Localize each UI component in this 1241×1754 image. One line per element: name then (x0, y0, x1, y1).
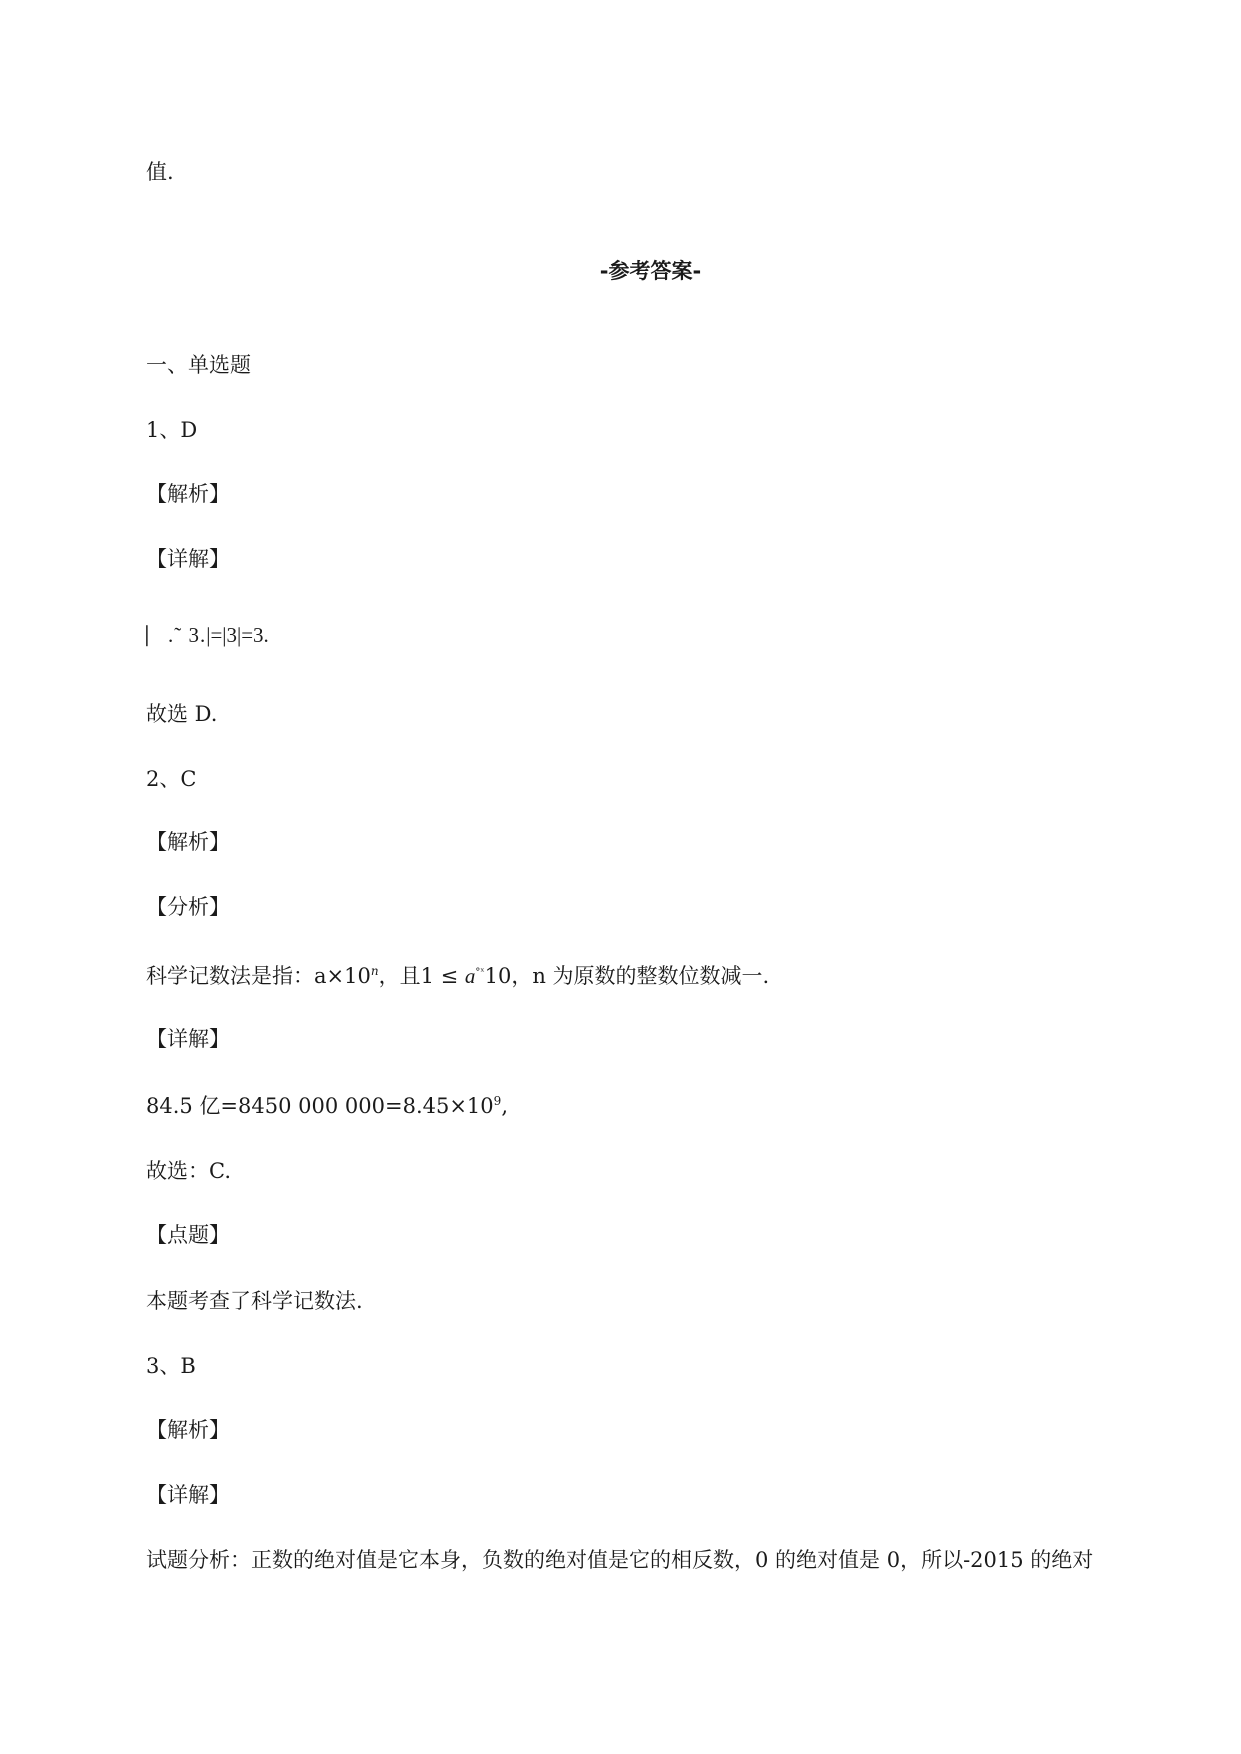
calc-exponent: 9 (493, 1094, 502, 1108)
calc-part-b: , (501, 1094, 508, 1118)
question-2-calculation (146, 1092, 508, 1120)
question-1-conclusion: 故选 D. (146, 702, 218, 726)
question-2-detail-label: 【详解】 (146, 1027, 230, 1051)
symbol-garbled: °ˣ (475, 967, 485, 978)
question-2-comment-label: 【点题】 (146, 1223, 230, 1247)
question-2-summary: 本题考查了科学记数法. (146, 1289, 363, 1313)
question-1-detail-label: 【详解】 (146, 547, 230, 571)
definition-part-a: 科学记数法是指：a×10 (146, 964, 371, 988)
question-3-explanation: 试题分析：正数的绝对值是它本身，负数的绝对值是它的相反数，0 的绝对值是 0，所以-2015 的绝对 (146, 1548, 1094, 1572)
question-1-formula (146, 621, 269, 649)
exponent-n: n (370, 964, 379, 978)
question-2-analysis-label: 【解析】 (146, 830, 230, 854)
question-2-answer: 2、C (146, 767, 197, 791)
calc-part-a: 84.5 亿=8450 000 000=8.45×10 (146, 1094, 494, 1118)
question-2-fenxi-label: 【分析】 (146, 895, 230, 919)
question-1-analysis-label: 【解析】 (146, 482, 230, 506)
question-3-answer: 3、B (146, 1354, 196, 1378)
answer-key-title: -参考答案- (599, 259, 702, 283)
definition-part-b: ，且1 ≤ (378, 964, 465, 988)
question-3-detail-label: 【详解】 (146, 1483, 230, 1507)
definition-part-c: 10，n 为原数的整数位数减一. (484, 964, 770, 988)
formula-result: |=|3|=3. (206, 623, 269, 647)
formula-garbled-part: ⎸.˜ 3. (146, 623, 207, 647)
question-1-answer: 1、D (146, 418, 198, 442)
question-2-definition (146, 959, 769, 990)
continued-text: 值. (146, 160, 174, 184)
question-3-analysis-label: 【解析】 (146, 1418, 230, 1442)
section-heading-single-choice: 一、单选题 (146, 353, 251, 377)
variable-a: a (464, 964, 476, 988)
question-2-conclusion: 故选：C. (146, 1159, 231, 1183)
